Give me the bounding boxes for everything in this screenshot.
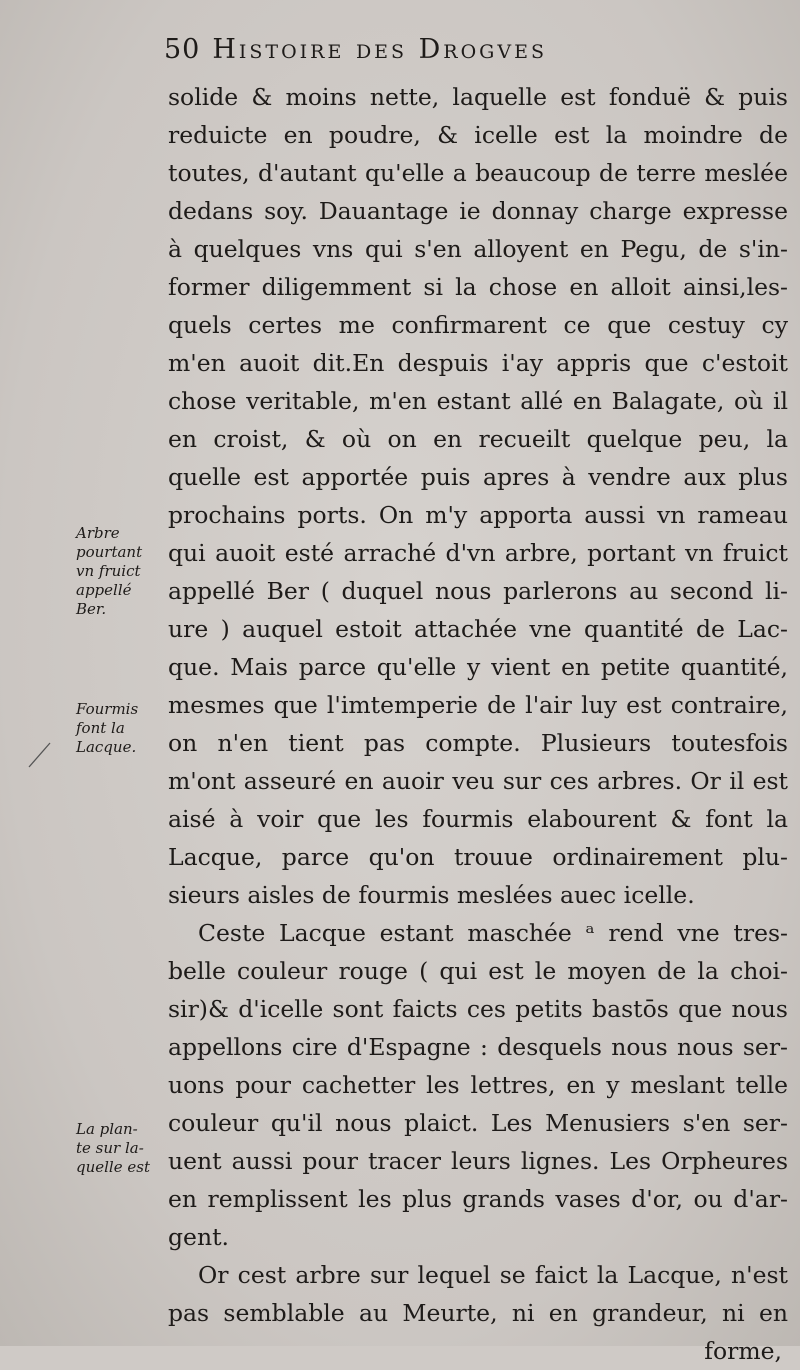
text-line: pas semblable au Meurte, ni en grandeur, ni en	[168, 1299, 788, 1327]
text-line: en remplissent les plus grands vases d'or, ou d'ar-	[168, 1185, 788, 1213]
text-line: sir)& d'icelle sont faicts ces petits bastōs que nous	[168, 995, 788, 1023]
text-line: reduicte en poudre, & icelle est la moindre de	[168, 121, 788, 149]
margin-note-arbre: Arbre pourtant vn fruict appellé Ber.	[76, 524, 143, 618]
text-line: chose veritable, m'en estant allé en Balagate, où il	[168, 387, 788, 415]
text-line: prochains ports. On m'y apporta aussi vn rameau	[168, 501, 788, 529]
text-line: mesmes que l'imtemperie de l'air luy est contraire,	[168, 691, 788, 719]
margin-note-fourmis: Fourmis font la Lacque.	[76, 700, 139, 756]
text-line: forme,	[704, 1337, 782, 1365]
text-line: toutes, d'autant qu'elle a beaucoup de terre meslée	[168, 159, 788, 187]
text-line: belle couleur rouge ( qui est le moyen de la choi-	[168, 957, 788, 985]
text-line: on n'en tient pas compte. Plusieurs toutesfois	[168, 729, 788, 757]
text-line: ure ) auquel estoit attachée vne quantité de Lac-	[168, 615, 788, 643]
text-line: à quelques vns qui s'en alloyent en Pegu, de s'in-	[168, 235, 788, 263]
text-line: appellons cire d'Espagne : desquels nous nous ser-	[168, 1033, 788, 1061]
text-line: uent aussi pour tracer leurs lignes. Les Orpheures	[168, 1147, 788, 1175]
text-line: en croist, & où on en recueilt quelque peu, la	[168, 425, 788, 453]
text-line: couleur qu'il nous plaict. Les Menusiers s'en ser-	[168, 1109, 788, 1137]
running-header	[164, 34, 764, 65]
text-line: quelle est apportée puis apres à vendre aux plus	[168, 463, 788, 491]
text-line: m'en auoit dit.En despuis i'ay appris que c'estoit	[168, 349, 788, 377]
text-line: m'ont asseuré en auoir veu sur ces arbres. Or il est	[168, 767, 788, 795]
text-line: aisé à voir que les fourmis elabourent & font la	[168, 805, 788, 833]
text-line: dedans soy. Dauantage ie donnay charge expresse	[168, 197, 788, 225]
text-line: sieurs aisles de fourmis meslées auec icelle.	[168, 881, 695, 909]
page-number: 50	[164, 34, 201, 65]
running-title: Histoire des Drogves	[212, 34, 547, 65]
pencil-mark-icon	[24, 740, 54, 770]
text-line: appellé Ber ( duquel nous parlerons au second li-	[168, 577, 788, 605]
main-text	[168, 78, 788, 1370]
text-line: Ceste Lacque estant maschée ᵃ rend vne tres-	[198, 919, 788, 947]
text-line: Or cest arbre sur lequel se faict la Lacque, n'est	[198, 1261, 788, 1289]
text-line: Lacque, parce qu'on trouue ordinairement plu-	[168, 843, 788, 871]
text-line: que. Mais parce qu'elle y vient en petite quantité,	[168, 653, 788, 681]
text-line: former diligemment si la chose en alloit ainsi,les-	[168, 273, 788, 301]
text-line: quels certes me confirmarent ce que cestuy cy	[168, 311, 788, 339]
text-line: uons pour cachetter les lettres, en y meslant telle	[168, 1071, 788, 1099]
text-line: gent.	[168, 1223, 229, 1251]
margin-note-plante: La plan- te sur la- quelle est	[76, 1120, 150, 1176]
text-line: solide & moins nette, laquelle est fonduë & puis	[168, 83, 788, 111]
text-line: qui auoit esté arraché d'vn arbre, portant vn fruict	[168, 539, 788, 567]
